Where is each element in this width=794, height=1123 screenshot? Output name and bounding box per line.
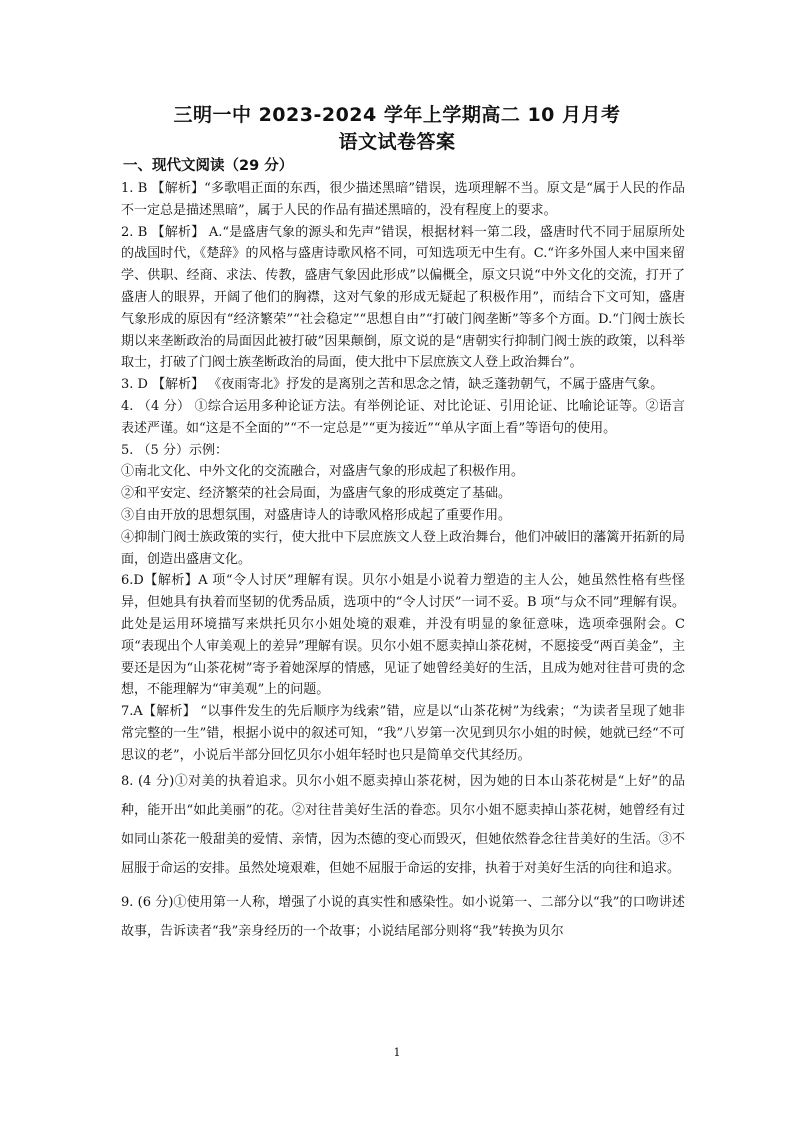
answer-4: 4. （4 分） ①综合运用多种论证方法。有举例论证、对比论证、引用论证、比喻论证等。②语言表述严谨。如“这是不全面的”“不一定总是”“更为接近”“单从字面上看”等语句的使用。	[121, 398, 685, 436]
answer-8: 8. (4 分)①对美的执着追求。贝尔小姐不愿卖掉山茶花树，因为她的日本山茶花树是“上好”的品种，能开出“如此美丽”的花。②对往昔美好生活的眷恋。贝尔小姐不愿卖掉山茶花树，她曾经有过如同山茶花一般甜美的爱情、亲情，因为杰德的变心而毁灭，但她依然眷念往昔美好的生活。③不屈服于命运的安排。虽然处境艰难，但她不屈服于命运的安排，执着于对美好生活的向往和追求。	[121, 773, 686, 876]
answer-5-point-1: ①南北文化、中外文化的交流融合，对盛唐气象的形成起了积极作用。	[121, 464, 525, 480]
answer-5-point-2: ②和平安定、经济繁荣的社会局面，为盛唐气象的形成奠定了基础。	[121, 486, 512, 502]
answer-body	[121, 178, 685, 946]
answer-7: 7.A【解析】 “以事件发生的先后顺序为线索”错，应是以“山茶花树”为线索；“为读者呈现了她非常完整的一生”错，根据小说中的叙述可知，“我”八岁第一次见到贝尔小姐的时候，她就已经“不可思议的老”，小说后半部分回忆贝尔小姐年轻时也只是简单交代其经历。	[121, 704, 685, 763]
answer-5-point-4: ④抑制门阀士族政策的实行，使大批中下层庶族文人登上政治舞台，他们冲破旧的藩篱开拓新的局面，创造出盛唐文化。	[121, 529, 685, 567]
answer-6: 6.D【解析】A 项“令人讨厌”理解有误。贝尔小姐是小说着力塑造的主人公，她虽然性格有些怪异，但她具有执着而坚韧的优秀品质，选项中的“令人讨厌”一词不妥。B 项“与众不同”理解有误。此处是运用环境描写来烘托贝尔小姐处境的艰难，并没有明显的象征意味，选项牵强附会。C 项“表现出个人审美观上的差异”理解有误。贝尔小姐不愿卖掉山茶花树，不愿接受“两百美金”，主要还是因为“山茶花树”寄予着她深厚的情感，见证了她曾经美好的生活，且成为她对往昔可贵的念想，不能理解为“审美观”上的问题。	[121, 573, 685, 698]
document-subtitle: 语文试卷答案	[338, 131, 456, 153]
document-title: 三明一中 2023-2024 学年上学期高二 10 月月考	[173, 104, 621, 126]
answer-1: 1. B 【解析】“多歌唱正面的东西，很少描述黑暗”错误，选项理解不当。原文是“属于人民的作品不一定总是描述黑暗”，属于人民的作品有描述黑暗的，没有程度上的要求。	[121, 181, 685, 218]
page-number: 1	[393, 1046, 401, 1059]
answer-3: 3. D 【解析】 《夜雨寄北》抒发的是离别之苦和思念之情，缺乏蓬勃朝气，不属于盛唐气象。	[121, 377, 664, 393]
answer-5-point-3: ③自由开放的思想氛围，对盛唐诗人的诗歌风格形成起了重要作用。	[121, 507, 512, 523]
answer-5-heading: 5. （5 分）示例：	[121, 442, 228, 458]
section-heading: 一、现代文阅读（29 分）	[123, 158, 294, 174]
answer-2: 2. B 【解析】 A.“是盛唐气象的源头和先声”错误，根据材料一第二段，盛唐时代不同于屈原所处的战国时代，《楚辞》的风格与盛唐诗歌风格不同，可知选项无中生有。C.“许多外国人来中国来留学、供职、经商、求法、传教，盛唐气象因此形成”以偏概全，原文只说“中外文化的交流，打开了盛唐人的眼界，开阔了他们的胸襟，这对气象的形成无疑起了积极作用”，而结合下文可知，盛唐气象形成的原因有“经济繁荣”“社会稳定”“思想自由”“打破门阀垄断”等多个方面。D.“门阀士族长期以来垄断政治的局面因此被打破”因果颠倒，原文说的是“唐朝实行抑制门阀士族的政策，以科举取士，打破了门阀士族垄断政治的局面，使大批中下层庶族文人登上政治舞台”。	[121, 224, 685, 371]
answer-9: 9. (6 分)①使用第一人称，增强了小说的真实性和感染性。如小说第一、二部分以“我”的口吻讲述故事，告诉读者“我”亲身经历的一个故事；小说结尾部分则将“我”转换为贝尔	[121, 894, 685, 939]
